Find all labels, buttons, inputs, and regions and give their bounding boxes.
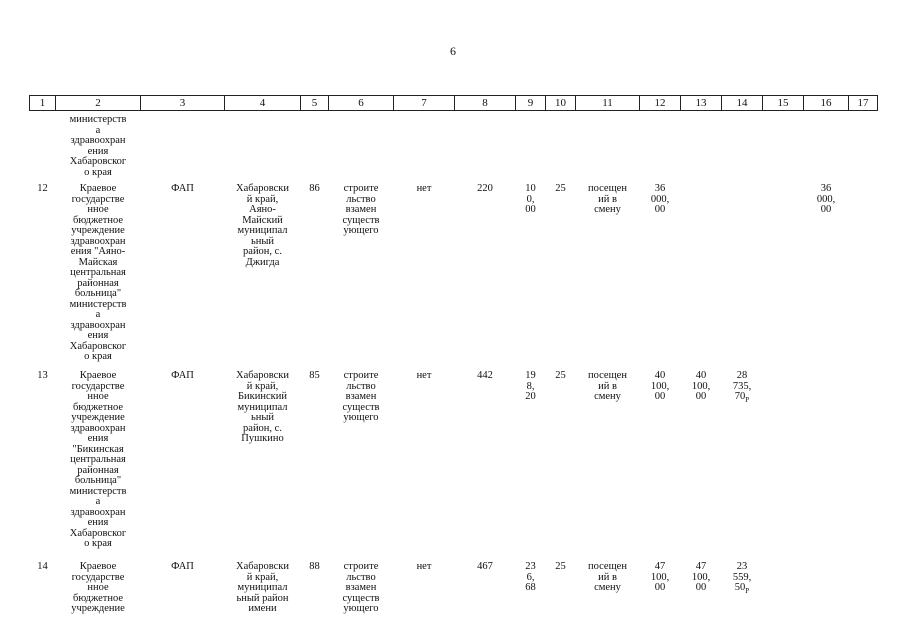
cell-col5: 86: [309, 183, 320, 194]
cell-location: Хабаровски й край, муниципал ьный район имени: [235, 561, 290, 614]
column-header: 12: [640, 96, 681, 111]
table-row: [30, 553, 878, 615]
cell-col14-mark: Р: [745, 396, 750, 405]
cell-col15: [763, 553, 804, 615]
cell-location: Хабаровски й край, Аяно- Майский муниципал ьный район, с. Джигда: [235, 183, 290, 268]
cell-col13: [681, 178, 722, 364]
cell-work-type: строите льство взамен существ ующего: [342, 370, 380, 423]
cell-col9: 10 0, 00: [525, 183, 536, 215]
cell-organization: Краевое государстве нное бюджетное учреждение: [71, 561, 125, 614]
cell-col12: 40 100, 00: [650, 370, 670, 402]
cell-col7: нет: [416, 561, 432, 572]
table-row: [30, 178, 878, 364]
cell-unit: посещен ий в смену: [588, 561, 627, 593]
column-header: 4: [225, 96, 301, 111]
cell-location: Хабаровски й край, Бикинский муниципал ьный район, с. Пушкино: [235, 370, 290, 444]
cell-col14: [722, 364, 763, 553]
cell-facility-type: ФАП: [171, 370, 194, 381]
cell-col9: 23 6, 68: [525, 561, 536, 593]
cell-col16: [804, 553, 849, 615]
column-header: 13: [681, 96, 722, 111]
cell-col15: [763, 178, 804, 364]
column-header: 17: [849, 96, 878, 111]
column-header: 5: [301, 96, 329, 111]
cell-col8: 220: [477, 183, 493, 194]
table-row: [30, 364, 878, 553]
table-row-continuation: [30, 111, 878, 179]
cell-col7: нет: [416, 183, 432, 194]
cell-col17: [849, 553, 878, 615]
cell-col5: 85: [309, 370, 320, 381]
column-header: 9: [516, 96, 546, 111]
cell-col17: [849, 364, 878, 553]
cell-col10: 25: [555, 370, 566, 381]
column-header: 14: [722, 96, 763, 111]
cell-col17: [849, 178, 878, 364]
cell-col16: 36 000, 00: [816, 183, 836, 215]
cell-unit: посещен ий в смену: [588, 370, 627, 402]
cell-col5: 88: [309, 561, 320, 572]
column-header: 1: [30, 96, 56, 111]
column-header: 16: [804, 96, 849, 111]
cell-col14: [722, 178, 763, 364]
column-header: 11: [576, 96, 640, 111]
cell-col14-mark: Р: [745, 587, 750, 596]
page-number: 6: [450, 44, 456, 58]
cell-facility-type: ФАП: [171, 183, 194, 194]
cell-work-type: строите льство взамен существ ующего: [342, 561, 380, 614]
cell-col14-value: 23 559, 50: [732, 561, 752, 593]
cell-col10: 25: [555, 561, 566, 572]
cell-col10: 25: [555, 183, 566, 194]
cell-col9: 19 8, 20: [525, 370, 536, 402]
cell-col14: [722, 553, 763, 615]
cell-col8: 467: [477, 561, 493, 572]
header-row: [30, 96, 878, 111]
cell-col12: 47 100, 00: [650, 561, 670, 593]
cell-col13: 47 100, 00: [691, 561, 711, 593]
cell-col16: [804, 364, 849, 553]
cell-col15: [763, 364, 804, 553]
cell-organization: Краевое государстве нное бюджетное учреждение здравоохран ения "Бикинская центральная районная больница" министерств а здравоохран ения Хабаровског о края: [69, 370, 127, 549]
column-header: 8: [455, 96, 516, 111]
column-header: 2: [56, 96, 141, 111]
cell-organization: министерств а здравоохран ения Хабаровског о края: [69, 114, 127, 178]
column-header: 10: [546, 96, 576, 111]
cell-col14-value: 28 735, 70: [732, 370, 752, 402]
column-header: 6: [329, 96, 394, 111]
facilities-table: [29, 95, 878, 615]
cell-col7: нет: [416, 370, 432, 381]
column-header: 3: [141, 96, 225, 111]
cell-number: 13: [37, 370, 48, 381]
cell-col8: 442: [477, 370, 493, 381]
cell-number: 14: [37, 561, 48, 572]
cell-work-type: строите льство взамен существ ующего: [342, 183, 380, 236]
cell-col13: 40 100, 00: [691, 370, 711, 402]
cell-facility-type: ФАП: [171, 561, 194, 572]
column-header: 15: [763, 96, 804, 111]
cell-col12: 36 000, 00: [650, 183, 670, 215]
cell-number: 12: [37, 183, 48, 194]
column-header: 7: [394, 96, 455, 111]
cell-unit: посещен ий в смену: [588, 183, 627, 215]
cell-organization: Краевое государстве нное бюджетное учреждение здравоохран ения "Аяно- Майская центральная районная больница" министерств а здравоохран ения Хабаровског о края: [69, 183, 127, 362]
